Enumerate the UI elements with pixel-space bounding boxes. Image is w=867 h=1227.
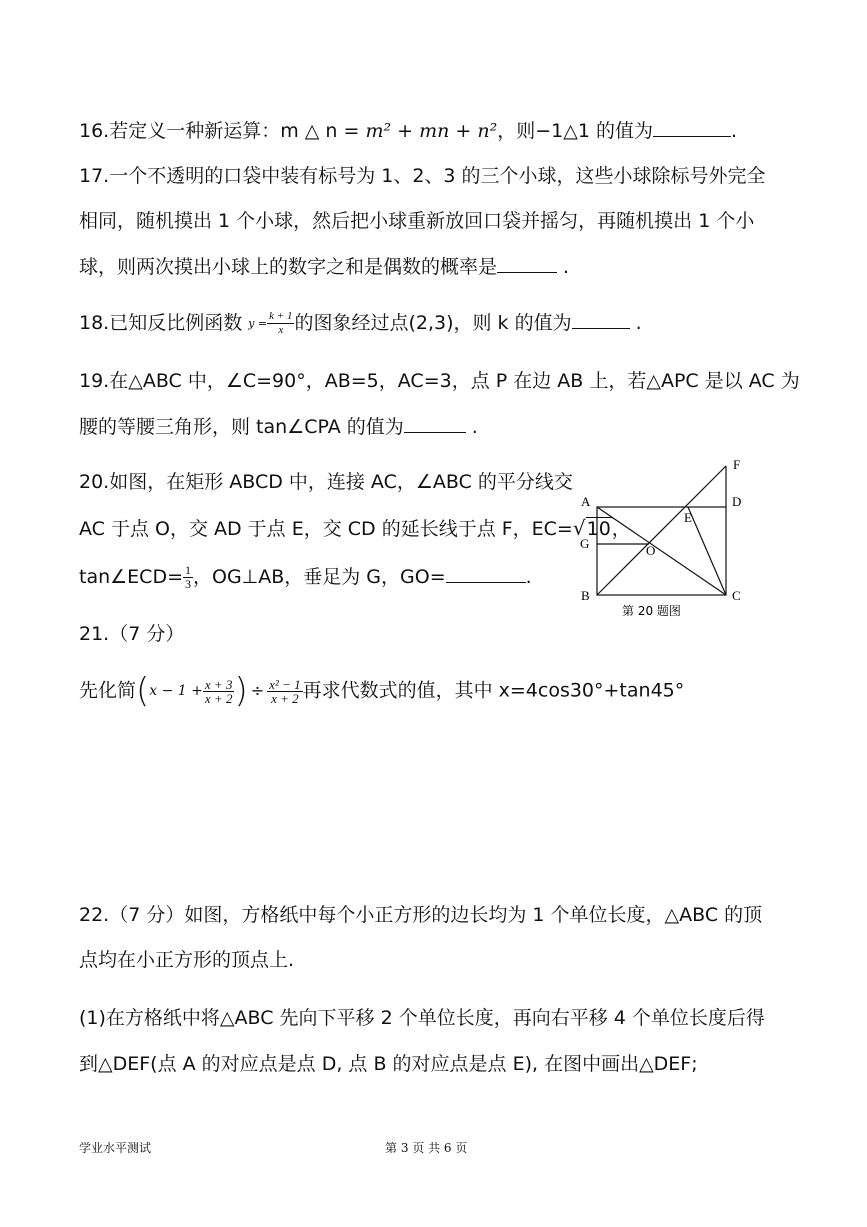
question-22-line-1: 22.（7 分）如图，方格纸中每个小正方形的边长均为 1 个单位长度，△ABC 的顶	[79, 904, 763, 926]
q21-post: 再求代数式的值，其中 x=4cos30°+tan45°	[302, 679, 685, 702]
question-21-body	[79, 671, 685, 711]
q21-f2-num: x² − 1	[269, 676, 301, 692]
q21-f1-num: x + 3	[204, 676, 233, 692]
sqrt-symbol: √	[572, 516, 586, 540]
q17-line-3-text: 球，则两次摸出小球上的数字之和是偶数的概率是	[79, 256, 498, 278]
q20-frac-num: 1	[185, 563, 191, 577]
q19-line-2-text: 腰的等腰三角形，则 tan∠CPA 的值为	[79, 416, 404, 438]
label-g: G	[580, 536, 590, 551]
question-17-line-3	[79, 254, 569, 279]
q21-f2-den: x + 2	[271, 690, 299, 706]
q20-line-3-end: .	[525, 566, 532, 588]
question-22-line-3: (1)在方格纸中将△ABC 先向下平移 2 个单位长度，再向右平移 4 个单位长度后得	[79, 1007, 765, 1029]
q21-fraction-2	[267, 678, 302, 705]
question-17-line-2: 相同，随机摸出 1 个小球，然后把小球重新放回口袋并摇匀，再随机摸出 1 个小	[79, 210, 755, 232]
q21-fraction-1	[203, 678, 235, 705]
q20-line-2-end: ，	[611, 518, 631, 540]
q18-func-den: x	[278, 324, 284, 336]
q18-prefix: 18.已知反比例函数	[79, 312, 243, 334]
figure-20-caption: 第 20 题图	[622, 604, 681, 618]
label-o: O	[646, 543, 656, 558]
q20-line-2-text: AC 于点 O，交 AD 于点 E，交 CD 的延长线于点 F，EC=	[79, 518, 573, 540]
q21-f1-den: x + 2	[204, 690, 233, 706]
q18-func-y: y =	[248, 316, 268, 330]
q16-prefix: 16.若定义一种新运算：m △ n =	[79, 120, 366, 142]
question-19-line-2	[79, 414, 478, 439]
label-d: D	[732, 494, 742, 509]
q19-answer-blank[interactable]	[404, 414, 466, 433]
bisector-bf	[597, 466, 726, 595]
question-17-line-1: 17.一个不透明的口袋中装有标号为 1、2、3 的三个小球，这些小球除标号外完全	[79, 165, 766, 187]
question-20-line-3	[79, 564, 532, 591]
question-22-line-4: 到△DEF(点 A 的对应点是点 D, 点 B 的对应点是点 E), 在图中画出△DEF;	[79, 1053, 698, 1075]
label-e: E	[684, 510, 692, 525]
q17-end: .	[557, 256, 570, 278]
label-f: F	[733, 457, 741, 472]
q18-answer-blank[interactable]	[572, 310, 630, 329]
question-16	[79, 118, 737, 143]
q21-pre: 先化简	[79, 679, 137, 702]
q17-answer-blank[interactable]	[497, 254, 557, 273]
question-20-line-1: 20.如图，在矩形 ABCD 中，连接 AC，∠ABC 的平分线交	[79, 471, 573, 493]
label-a: A	[581, 494, 591, 509]
q20-line-3-mid: ，OG⊥AB，垂足为 G，GO=	[193, 566, 446, 588]
q21-x-minus-1: x − 1 +	[149, 683, 203, 699]
question-20-line-2	[79, 516, 631, 541]
label-c: C	[732, 588, 741, 603]
q18-func-fraction	[267, 310, 294, 337]
question-21-header: 21.（7 分）	[79, 623, 185, 645]
q20-answer-blank[interactable]	[446, 564, 526, 583]
footer-left: 学业水平测试	[79, 1141, 152, 1155]
question-22-line-2: 点均在小正方形的顶点上.	[79, 949, 295, 971]
figure-20	[570, 455, 760, 625]
q20-root-value: 10	[586, 518, 611, 540]
q16-formula: m² + mn + n²	[365, 120, 498, 142]
q16-answer-blank[interactable]	[653, 118, 731, 137]
q20-fraction	[183, 564, 193, 591]
question-19-line-1: 19.在△ABC 中，∠C=90°，AB=5，AC=3，点 P 在边 AB 上，若△APC 是以 AC 为	[79, 370, 800, 392]
q21-div: ÷	[250, 681, 265, 700]
q20-line-3-pre: tan∠ECD=	[79, 566, 183, 588]
q18-func-num: k + 1	[269, 310, 293, 322]
q16-end: .	[730, 120, 738, 142]
question-18	[79, 310, 642, 337]
q19-end: .	[465, 416, 478, 438]
q16-suffix: ，则−1△1 的值为	[497, 120, 653, 142]
q18-suffix: 的图象经过点(2,3)，则 k 的值为	[294, 312, 572, 334]
q20-frac-den: 3	[185, 577, 191, 591]
footer-page-number: 第 3 页 共 6 页	[385, 1141, 468, 1155]
left-paren: (	[136, 671, 150, 711]
q18-end: .	[629, 312, 642, 334]
label-b: B	[581, 588, 590, 603]
right-paren: )	[234, 671, 248, 711]
